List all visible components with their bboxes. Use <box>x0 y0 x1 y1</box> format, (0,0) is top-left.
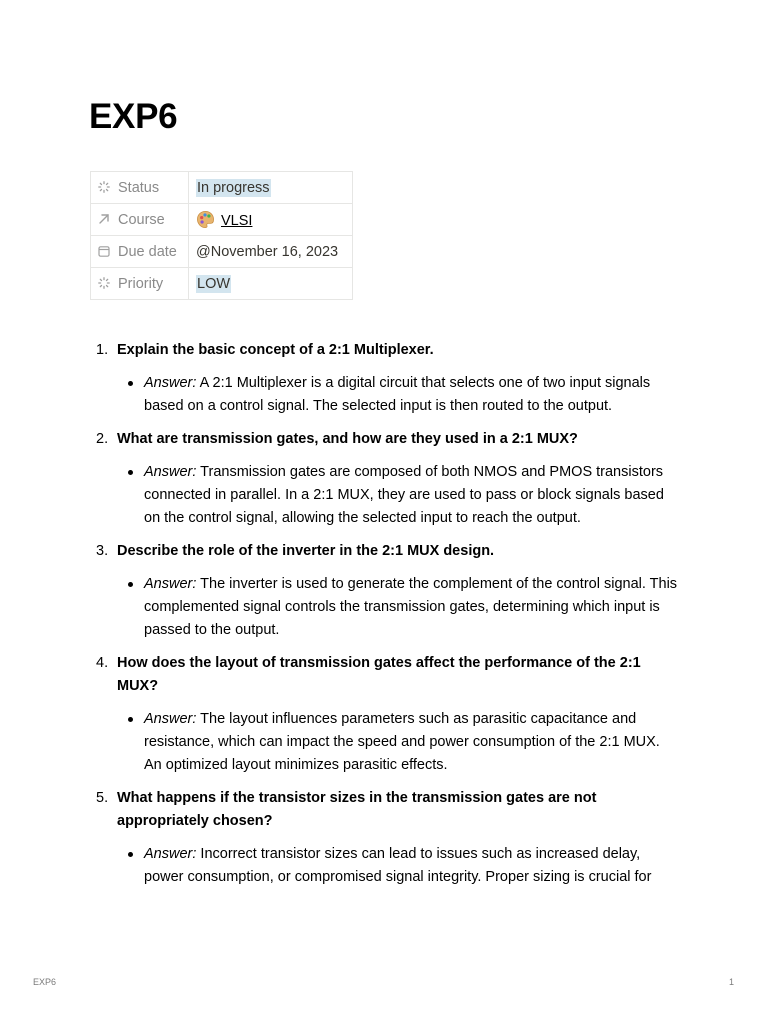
status-icon <box>98 277 110 289</box>
answer-label: Answer: <box>144 375 197 391</box>
question-list <box>90 339 680 899</box>
question-number: 1. <box>96 342 109 358</box>
property-row-priority <box>91 268 353 300</box>
property-row-course <box>91 204 353 236</box>
question-number: 5. <box>96 790 109 806</box>
footer-title: EXP6 <box>33 977 57 987</box>
status-badge[interactable]: In progress <box>197 179 270 196</box>
property-value-status[interactable] <box>189 172 353 204</box>
question-item <box>90 339 680 418</box>
status-icon <box>98 181 110 193</box>
question-text: How does the layout of transmission gates affect the performance of the 2:1 MUX? <box>117 655 641 694</box>
properties-table <box>90 171 353 300</box>
property-row-due-date <box>91 236 353 268</box>
answer-item <box>117 372 680 418</box>
course-link[interactable]: VLSI <box>221 213 253 229</box>
bullet <box>128 852 133 857</box>
property-name-status: Status <box>91 172 189 204</box>
answer-item <box>117 461 680 530</box>
bullet <box>128 717 133 722</box>
question-text: Describe the role of the inverter in the 2:1 MUX design. <box>117 543 495 559</box>
answer-label: Answer: <box>144 576 197 592</box>
answer-text: A 2:1 Multiplexer is a digital circuit that selects one of two input signals based on a control signal. The selected input is then routed to the output. <box>144 375 651 414</box>
answer-text: The layout influences parameters such as parasitic capacitance and resistance, which can impact the speed and power consumption of the 2:1 MUX. An optimized layout minimizes parasitic effects. <box>144 711 660 773</box>
priority-badge[interactable]: LOW <box>197 275 231 292</box>
answer-text: The inverter is used to generate the complement of the control signal. This complemented signal controls the transmission gates, determining which input is passed to the output. <box>144 576 678 638</box>
answer-item <box>117 573 680 642</box>
page-number: 1 <box>728 977 734 987</box>
answer-text: Transmission gates are composed of both NMOS and PMOS transistors connected in parallel. In a 2:1 MUX, they are used to pass or block signals based on the control signal, allowing the selected input to reach the output. <box>144 464 664 526</box>
question-item <box>90 652 680 777</box>
property-value-course[interactable] <box>189 204 353 236</box>
property-value-priority[interactable] <box>189 268 353 300</box>
question-item <box>90 428 680 530</box>
answer-label: Answer: <box>144 846 197 862</box>
question-item <box>90 787 680 889</box>
question-text: What are transmission gates, and how are they used in a 2:1 MUX? <box>117 431 578 447</box>
question-item <box>90 540 680 642</box>
question-text: Explain the basic concept of a 2:1 Multiplexer. <box>117 342 434 358</box>
calendar-icon <box>98 245 110 257</box>
question-text: What happens if the transistor sizes in the transmission gates are not appropriately chosen? <box>117 790 597 829</box>
answer-item <box>117 843 680 889</box>
question-number: 4. <box>96 655 109 671</box>
property-name-due-date: Due date <box>91 236 189 268</box>
arrow-up-right-icon <box>98 213 110 225</box>
property-name-priority: Priority <box>91 268 189 300</box>
bullet <box>128 582 133 587</box>
bullet <box>128 470 133 475</box>
palette-icon <box>196 210 215 229</box>
answer-label: Answer: <box>144 464 197 480</box>
answer-text: Incorrect transistor sizes can lead to issues such as increased delay, power consumption, or compromised signal integrity. Proper sizing is crucial for <box>144 846 652 885</box>
property-name-course: Course <box>91 204 189 236</box>
answer-item <box>117 708 680 777</box>
bullet <box>128 381 133 386</box>
question-number: 3. <box>96 543 109 559</box>
question-number: 2. <box>96 431 109 447</box>
answer-label: Answer: <box>144 711 197 727</box>
page-title: EXP6 <box>89 97 178 136</box>
property-row-status <box>91 172 353 204</box>
property-value-due-date[interactable]: @November 16, 2023 <box>189 236 353 268</box>
